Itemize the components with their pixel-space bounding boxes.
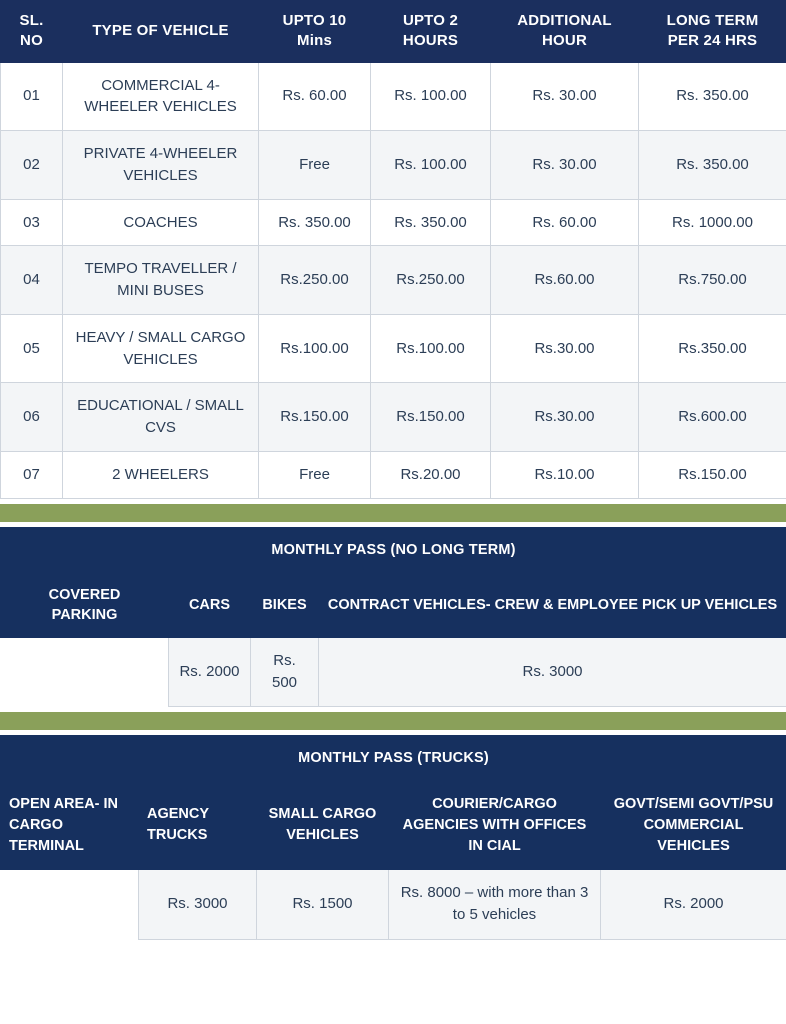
cell-vehicle-type: COACHES (63, 199, 259, 246)
cell-vehicle-type: TEMPO TRAVELLER / MINI BUSES (63, 246, 259, 315)
monthly-pass-header-row (1, 572, 786, 638)
cell-additional-hour: Rs. 30.00 (491, 131, 639, 200)
column-header-agency-trucks: AGENCY TRUCKS (139, 781, 257, 869)
cell-bikes-rate: Rs. 500 (251, 638, 319, 707)
cell-additional-hour: Rs.60.00 (491, 246, 639, 315)
cell-long-term: Rs.350.00 (639, 314, 786, 383)
column-header-long-term: LONG TERM PER 24 HRS (639, 1, 786, 63)
cell-upto-10-mins: Rs.150.00 (259, 383, 371, 452)
cell-courier-rate: Rs. 8000 – with more than 3 to 5 vehicles (389, 869, 601, 939)
cell-upto-2-hours: Rs. 350.00 (371, 199, 491, 246)
cell-upto-2-hours: Rs.150.00 (371, 383, 491, 452)
column-header-upto-2-hours: UPTO 2 HOURS (371, 1, 491, 63)
cell-long-term: Rs. 350.00 (639, 131, 786, 200)
table-row (1, 246, 786, 315)
monthly-pass-trucks-title: MONTHLY PASS (TRUCKS) (1, 735, 786, 781)
cell-long-term: Rs. 1000.00 (639, 199, 786, 246)
cell-small-cargo-rate: Rs. 1500 (257, 869, 389, 939)
cell-contract-rate: Rs. 3000 (319, 638, 786, 707)
table-row (1, 451, 786, 498)
cell-additional-hour: Rs.30.00 (491, 314, 639, 383)
cell-additional-hour: Rs.30.00 (491, 383, 639, 452)
cell-long-term: Rs.750.00 (639, 246, 786, 315)
cell-additional-hour: Rs.10.00 (491, 451, 639, 498)
cell-upto-10-mins: Rs.100.00 (259, 314, 371, 383)
cell-sl-no: 06 (1, 383, 63, 452)
cell-upto-10-mins: Rs. 60.00 (259, 62, 371, 131)
cell-upto-10-mins: Free (259, 131, 371, 200)
cell-additional-hour: Rs. 60.00 (491, 199, 639, 246)
cell-vehicle-type: 2 WHEELERS (63, 451, 259, 498)
table-row (1, 869, 786, 939)
table-row (1, 383, 786, 452)
table-row (1, 199, 786, 246)
cell-additional-hour: Rs. 30.00 (491, 62, 639, 131)
trucks-header-row (1, 781, 786, 869)
cell-govt-rate: Rs. 2000 (601, 869, 786, 939)
table-row (1, 314, 786, 383)
column-header-govt-psu: GOVT/SEMI GOVT/PSU COMMERCIAL VEHICLES (601, 781, 786, 869)
section-divider-green (0, 712, 786, 730)
cell-empty (1, 638, 169, 707)
column-header-covered-parking: COVERED PARKING (1, 572, 169, 638)
monthly-pass-title: MONTHLY PASS (NO LONG TERM) (1, 527, 786, 572)
table-row (1, 131, 786, 200)
column-header-contract-vehicles: CONTRACT VEHICLES- CREW & EMPLOYEE PICK UP VEHICLES (319, 572, 786, 638)
cell-sl-no: 07 (1, 451, 63, 498)
cell-sl-no: 04 (1, 246, 63, 315)
cell-upto-2-hours: Rs.250.00 (371, 246, 491, 315)
cell-upto-2-hours: Rs. 100.00 (371, 131, 491, 200)
monthly-pass-title-row (1, 527, 786, 572)
cell-empty (1, 869, 139, 939)
cell-vehicle-type: COMMERCIAL 4-WHEELER VEHICLES (63, 62, 259, 131)
monthly-pass-table (0, 527, 786, 707)
column-header-courier-cargo: COURIER/CARGO AGENCIES WITH OFFICES IN CIAL (389, 781, 601, 869)
cell-upto-2-hours: Rs. 100.00 (371, 62, 491, 131)
cell-long-term: Rs. 350.00 (639, 62, 786, 131)
column-header-sl-no: SL. NO (1, 1, 63, 63)
table-row (1, 638, 786, 707)
cell-upto-10-mins: Free (259, 451, 371, 498)
rates-header-row (1, 1, 786, 63)
cell-vehicle-type: EDUCATIONAL / SMALL CVS (63, 383, 259, 452)
cell-sl-no: 02 (1, 131, 63, 200)
trucks-title-row (1, 735, 786, 781)
column-header-bikes: BIKES (251, 572, 319, 638)
monthly-pass-trucks-table (0, 735, 786, 940)
cell-vehicle-type: HEAVY / SMALL CARGO VEHICLES (63, 314, 259, 383)
column-header-additional-hour: ADDITIONAL HOUR (491, 1, 639, 63)
cell-cars-rate: Rs. 2000 (169, 638, 251, 707)
column-header-small-cargo: SMALL CARGO VEHICLES (257, 781, 389, 869)
cell-agency-trucks-rate: Rs. 3000 (139, 869, 257, 939)
cell-upto-10-mins: Rs. 350.00 (259, 199, 371, 246)
cell-upto-2-hours: Rs.20.00 (371, 451, 491, 498)
vehicle-rates-table (0, 0, 786, 499)
cell-vehicle-type: PRIVATE 4-WHEELER VEHICLES (63, 131, 259, 200)
column-header-type-of-vehicle: TYPE OF VEHICLE (63, 1, 259, 63)
column-header-upto-10-mins: UPTO 10 Mins (259, 1, 371, 63)
cell-upto-2-hours: Rs.100.00 (371, 314, 491, 383)
cell-sl-no: 03 (1, 199, 63, 246)
column-header-cars: CARS (169, 572, 251, 638)
column-header-open-area: OPEN AREA- IN CARGO TERMINAL (1, 781, 139, 869)
cell-long-term: Rs.150.00 (639, 451, 786, 498)
section-divider-green (0, 504, 786, 522)
cell-sl-no: 05 (1, 314, 63, 383)
cell-sl-no: 01 (1, 62, 63, 131)
cell-upto-10-mins: Rs.250.00 (259, 246, 371, 315)
cell-long-term: Rs.600.00 (639, 383, 786, 452)
table-row (1, 62, 786, 131)
